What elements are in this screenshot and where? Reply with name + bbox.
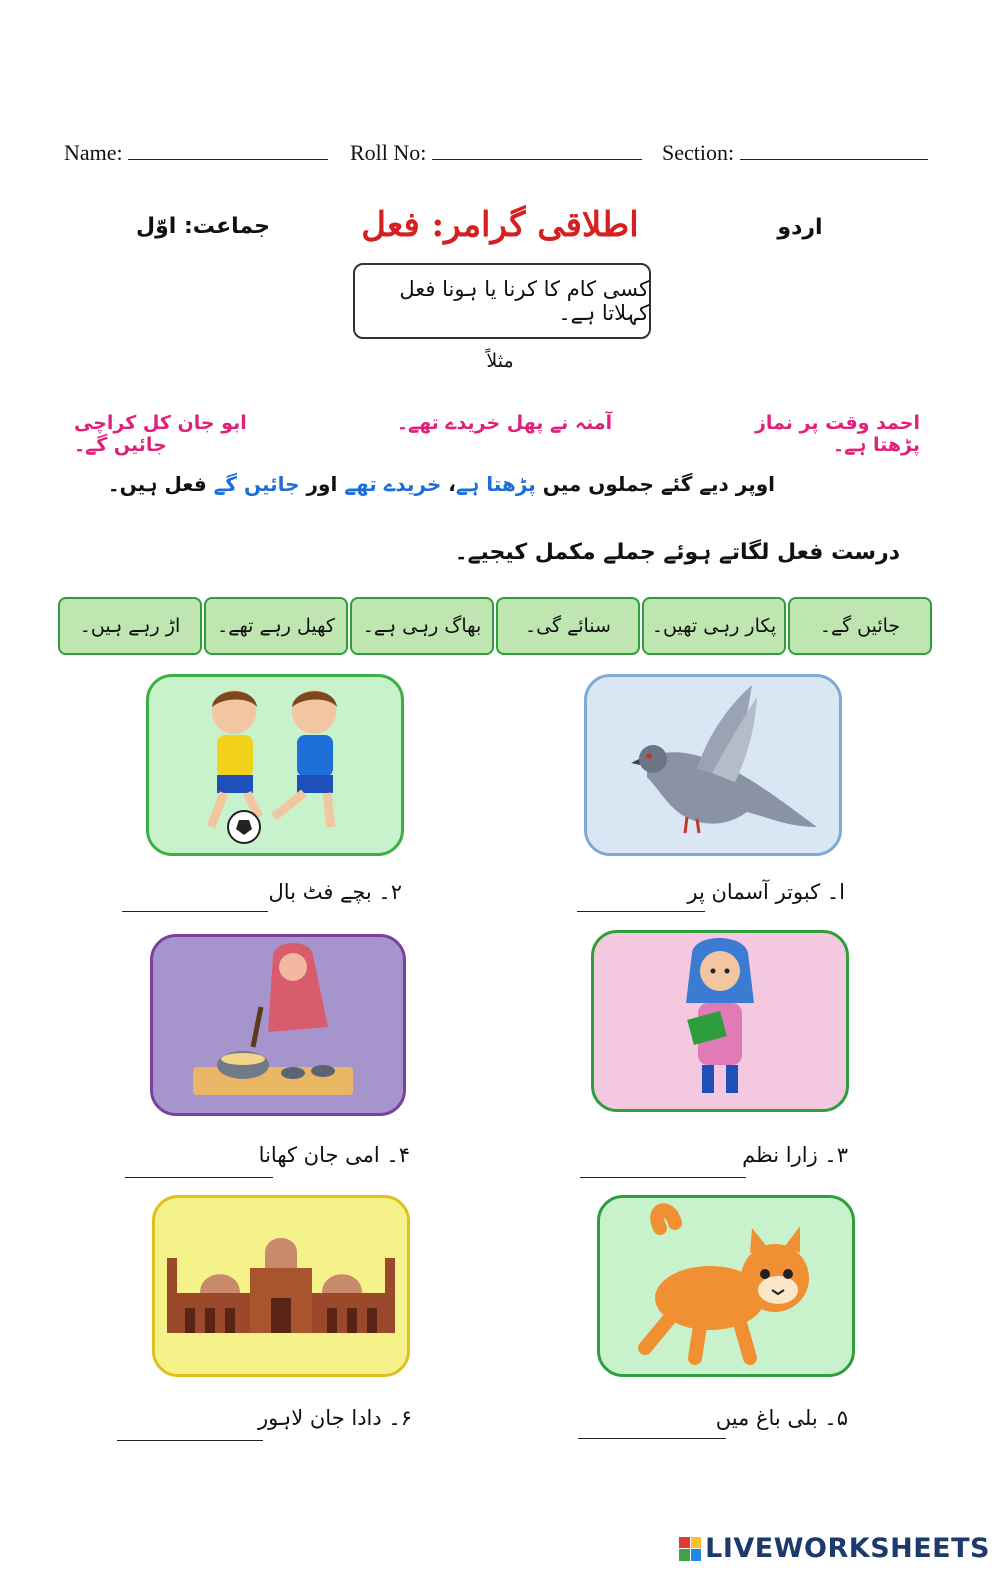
class-label: جماعت: اوّل xyxy=(136,214,270,239)
example-2: آمنہ نے پھل خریدے تھے۔ xyxy=(396,412,613,434)
question-5: ۵۔ بلی باغ میں xyxy=(715,1406,848,1430)
question-1: ا۔ کبوتر آسمان پر xyxy=(687,880,845,904)
name-field[interactable] xyxy=(64,140,328,166)
picture-mother-cooking xyxy=(150,934,406,1116)
roll-field[interactable] xyxy=(350,140,642,166)
verb-highlight-1: پڑھتا ہے xyxy=(455,472,536,496)
name-blank[interactable] xyxy=(128,141,328,160)
verb-highlight-3: جائیں گے xyxy=(213,472,300,496)
roll-label: Roll No: xyxy=(350,140,427,165)
boys-football-icon xyxy=(149,677,401,853)
answer-blank-5[interactable] xyxy=(578,1438,726,1439)
answer-blank-2[interactable] xyxy=(122,911,268,912)
logo-mark-icon xyxy=(679,1537,701,1561)
question-2: ۲۔ بچے فٹ بال xyxy=(268,880,402,904)
section-field[interactable] xyxy=(662,140,928,166)
picture-cat xyxy=(597,1195,855,1377)
mother-cooking-icon xyxy=(153,937,403,1113)
explanation-sep: اور xyxy=(299,472,345,496)
word-bank xyxy=(58,597,932,655)
question-3: ۳۔ زارا نظم xyxy=(742,1143,848,1167)
word-option-5[interactable]: کھیل رہے تھے۔ xyxy=(204,597,348,655)
explanation-sep: ، xyxy=(441,472,456,496)
answer-blank-1[interactable] xyxy=(577,911,705,912)
word-option-2[interactable]: پکار رہی تھیں۔ xyxy=(642,597,786,655)
girl-reading-icon xyxy=(594,933,846,1109)
question-6: ۶۔ دادا جان لاہور xyxy=(257,1406,412,1430)
roll-blank[interactable] xyxy=(432,141,642,160)
name-label: Name: xyxy=(64,140,123,165)
example-3: ابو جان کل کراچی جائیں گے۔ xyxy=(74,412,247,456)
verb-highlight-2: خریدے تھے xyxy=(344,472,442,496)
subject-label: اردو xyxy=(777,215,823,240)
explanation-text: اوپر دیے گئے جملوں میں xyxy=(535,472,775,496)
page-title: اطلاقی گرامر: فعل xyxy=(361,205,639,245)
pigeon-icon xyxy=(587,677,839,853)
picture-mosque xyxy=(152,1195,410,1377)
question-4: ۴۔ امی جان کھانا xyxy=(258,1143,410,1167)
explanation-text: فعل ہیں۔ xyxy=(107,472,214,496)
section-label: Section: xyxy=(662,140,735,165)
word-option-6[interactable]: اڑ رہے ہیں۔ xyxy=(58,597,202,655)
answer-blank-6[interactable] xyxy=(117,1440,263,1441)
word-option-3[interactable]: سنائے گی۔ xyxy=(496,597,640,655)
brand-text: LIVEWORKSHEETS xyxy=(705,1533,990,1564)
example-label: مثلاً xyxy=(486,350,514,372)
section-blank[interactable] xyxy=(740,141,928,160)
explanation xyxy=(107,472,775,496)
answer-blank-4[interactable] xyxy=(125,1177,273,1178)
picture-pigeon xyxy=(584,674,842,856)
word-option-1[interactable]: جائیں گے۔ xyxy=(788,597,932,655)
definition-box xyxy=(353,263,651,339)
cat-icon xyxy=(600,1198,852,1374)
liveworksheets-logo xyxy=(679,1533,990,1564)
mosque-icon xyxy=(155,1198,407,1374)
definition-text: کسی کام کا کرنا یا ہونا فعل کہلاتا ہے۔ xyxy=(399,277,649,325)
picture-boys-football xyxy=(146,674,404,856)
answer-blank-3[interactable] xyxy=(580,1177,746,1178)
word-option-4[interactable]: بھاگ رہی ہے۔ xyxy=(350,597,494,655)
picture-girl-reading xyxy=(591,930,849,1112)
example-1: احمد وقت پر نماز پڑھتا ہے۔ xyxy=(754,412,920,456)
instruction: درست فعل لگاتے ہوئے جملے مکمل کیجیے۔ xyxy=(454,540,900,565)
